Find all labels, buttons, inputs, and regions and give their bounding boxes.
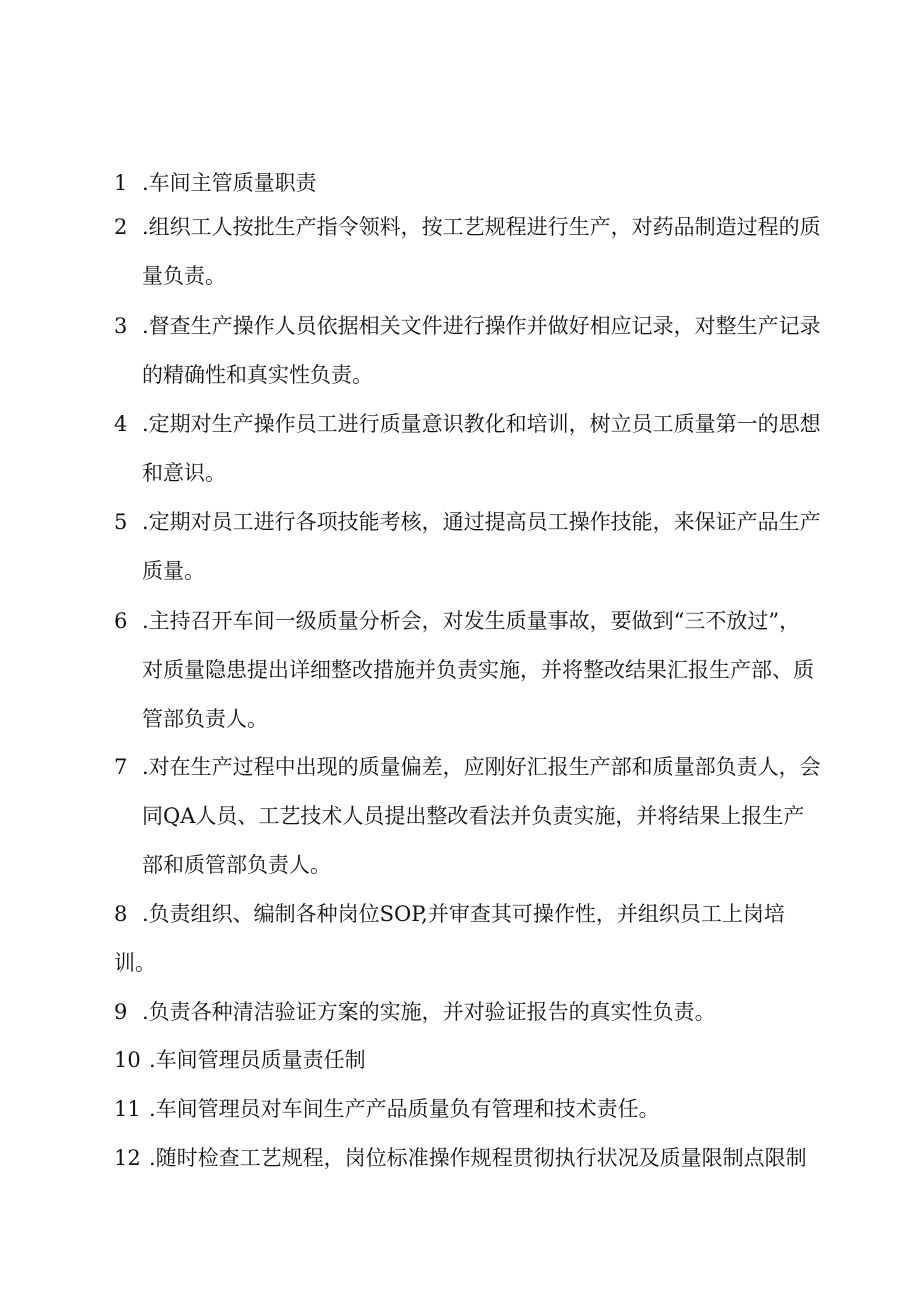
- item-number: 4: [114, 412, 128, 436]
- list-item-4: [114, 400, 844, 498]
- item-text-continuation: 训。: [114, 951, 156, 975]
- item-text: .定期对生产操作员工进行质量意识教化和培训，树立员工质量第一的思想: [142, 412, 821, 436]
- item-number: 5: [114, 510, 128, 534]
- list-item-3: [114, 302, 844, 400]
- list-item-5: [114, 498, 844, 596]
- item-number: 12: [114, 1146, 141, 1170]
- list-item-2: [114, 203, 844, 301]
- item-number: 8: [114, 902, 128, 926]
- item-text: .车间主管质量职责: [142, 171, 317, 195]
- item-text: .督查生产操作人员依据相关文件进行操作并做好相应记录，对整生产记录: [142, 314, 821, 338]
- list-item-9: [114, 988, 844, 1037]
- list-item-8: [114, 890, 844, 988]
- list-item-7: [114, 743, 844, 890]
- item-number: 6: [114, 609, 128, 633]
- item-text-continuation: 质量。: [142, 559, 205, 583]
- item-text: .对在生产过程中出现的质量偏差，应刚好汇报生产部和质量部负责人，会: [142, 755, 821, 779]
- item-text: .负责组织、编制各种岗位SOP,并审查其可操作性，并组织员工上岗培: [142, 902, 785, 926]
- item-text-continuation: 部和质管部负责人。: [142, 853, 331, 877]
- item-number: 9: [114, 1000, 128, 1024]
- item-text: .负责各种清洁验证方案的实施，并对验证报告的真实性负责。: [142, 1000, 716, 1024]
- item-number: 1: [114, 171, 128, 195]
- item-number: 3: [114, 314, 128, 338]
- item-number: 2: [114, 215, 128, 239]
- list-item-12: [114, 1134, 844, 1183]
- item-text-continuation: 和意识。: [142, 461, 226, 485]
- list-item-10: [114, 1036, 844, 1085]
- item-text: .主持召开车间一级质量分析会，对发生质量事故，要做到“三不放过”，: [142, 609, 801, 633]
- list-item-1: [114, 159, 844, 208]
- item-text: .定期对员工进行各项技能考核，通过提高员工操作技能，来保证产品生产: [142, 510, 821, 534]
- item-text-continuation: 同QA人员、工艺技术人员提出整改看法并负责实施，并将结果上报生产: [142, 804, 805, 828]
- item-text: .组织工人按批生产指令领料，按工艺规程进行生产，对药品制造过程的质: [142, 215, 821, 239]
- item-number: 10: [114, 1048, 141, 1072]
- item-text-continuation: 对质量隐患提出详细整改措施并负责实施，并将整改结果汇报生产部、质: [142, 658, 814, 682]
- item-text: .车间管理员质量责任制: [149, 1048, 366, 1072]
- item-text-continuation: 量负责。: [142, 264, 226, 288]
- item-text: .随时检查工艺规程，岗位标准操作规程贯彻执行状况及质量限制点限制: [149, 1146, 807, 1170]
- item-text-continuation: 管部负责人。: [142, 707, 268, 731]
- item-text: .车间管理员对车间生产产品质量负有管理和技术责任。: [149, 1097, 660, 1121]
- item-text-continuation: 的精确性和真实性负责。: [142, 363, 373, 387]
- list-item-11: [114, 1085, 844, 1134]
- item-number: 7: [114, 755, 128, 779]
- item-number: 11: [114, 1097, 141, 1121]
- list-item-6: [114, 597, 844, 744]
